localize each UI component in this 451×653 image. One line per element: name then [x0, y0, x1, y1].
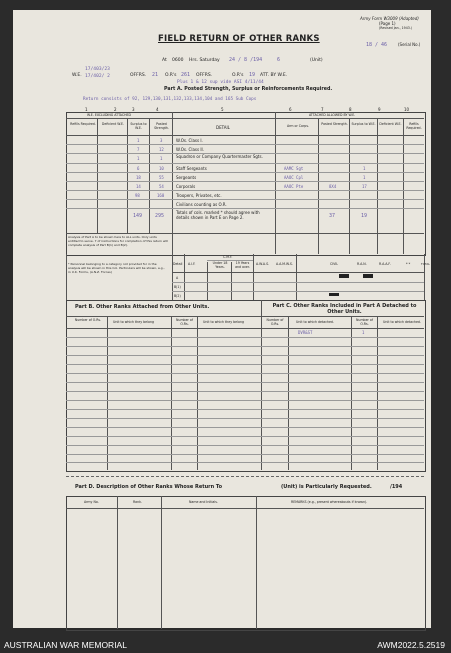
- part-c-title: Part C. Other Ranks Included in Part A Detached to Other Units.: [272, 303, 417, 315]
- offrs-label-2: OFFRS.: [196, 73, 213, 78]
- page-label: (Page 1): [379, 21, 396, 26]
- head-surplus-r: Surplus to W.E.: [351, 122, 376, 126]
- army-form-label: Army Form W3009 (Adapted): [360, 16, 419, 21]
- part-a-title: Part A. Posted Strength, Surplus or Reinforcements Required.: [164, 87, 333, 92]
- ors-label-2: O.R's: [232, 73, 244, 78]
- head-detail: DETAIL: [216, 125, 230, 130]
- offrs-value: 21: [152, 72, 159, 78]
- plus-note: Plus 1 & 12 sup vide ASI 4/11/44: [177, 80, 264, 85]
- part-c-entry-unit: DVR&ST: [298, 330, 313, 335]
- head-arm: Arm or Corps.: [286, 124, 309, 128]
- archive-footer: [0, 638, 451, 653]
- part-d-table: [66, 496, 426, 631]
- part-d-title: Part D. Description of Other Ranks Whose Return To: [75, 484, 223, 490]
- ors-value-2: 19: [249, 72, 256, 78]
- head-deficient: Deficient W.E.: [101, 122, 125, 126]
- head-refills-r: Refills Required.: [406, 122, 422, 130]
- we-excluding-head: W.E. EXCLUDING ATTACHED: [87, 113, 131, 117]
- analysis-note-2: * Personnel belonging to a category not provided for in the analysis will be shown in this Col. Particulars will be shown, e.g., in U.K. Forms, (A.N.Z. Forces): [68, 262, 165, 274]
- head-posted-r: Posted Strength.: [321, 122, 348, 126]
- date-value: 24 / 8 /194: [229, 57, 263, 63]
- ors-label: O.R's: [165, 73, 177, 78]
- serial-value: 18 / 46: [366, 42, 388, 48]
- return-note: Return consists of 92, 129,130,131,132,133,134,104 and 165 Sub Cops: [83, 97, 257, 102]
- time-value: 0600: [172, 58, 184, 63]
- form-title: FIELD RETURN OF OTHER RANKS: [158, 34, 320, 44]
- head-deficient-r: Deficient W.E.: [379, 122, 402, 126]
- analysis-detail-head: Detail: [173, 262, 183, 266]
- footer-accession: AWM2022.5.2519: [377, 640, 445, 650]
- analysis-note-1: Analysis of Part A to be shown here to ALL units. Only units entitled to serve. 7 of instructions for completion of this return will complete analysis of Part B(1) and B(2).: [68, 235, 168, 247]
- footer-credit: AUSTRALIAN WAR MEMORIAL: [4, 640, 127, 650]
- head-surplus: Surplus to W.E.: [130, 122, 147, 130]
- revised-label: (Revised Jan., 1943.): [379, 26, 413, 30]
- att-label: ATT. BY W.E.: [260, 73, 288, 78]
- at-label: At: [162, 58, 167, 63]
- head-refills: Refills Required.: [70, 122, 96, 126]
- part-b-title: Part B. Other Ranks Attached from Other Units.: [75, 304, 210, 310]
- offrs-label: OFFRS.: [130, 73, 147, 78]
- hrs-label: Hrs. Saturday: [189, 58, 220, 63]
- ors-value: 261: [181, 72, 191, 78]
- unit-label: (Unit): [310, 58, 323, 63]
- blacked-cell: [339, 274, 349, 278]
- blacked-cell: [363, 274, 373, 278]
- serial-label: (Serial No.): [398, 42, 421, 47]
- we-value: 17/403/23 17/402/ 2: [85, 67, 110, 79]
- blacked-cell: [329, 293, 339, 296]
- cmf-head: C.M.F.: [223, 255, 233, 259]
- part-d-title-end: /194: [390, 484, 403, 490]
- form-sheet: Army Form W3009 (Adapted) (Page 1) (Revised Jan., 1943.) 18 / 46 (Serial No.) FIELD RETURN OF OTHER RANKS At 0600 Hrs. Saturday 24 / 8 /194 6 (Unit) 17/403/23 17/402/ 2 W.E. OFFRS. 21 O.R's 261 OFFRS. O.R's 19 ATT. BY W.E. Plus 1 & 12 sup vide ASI 4/11/44 Part A. Posted Strength, Surplus or Reinforcements Required. Return consists of 92, 129,130,131,132,133,134,104 and 165 Sub Cops 1 2 3 4 5 6 7 8 9 10 W.E. EXCLUDING ATTACHED ATTACHED ALLOWED BY W.E. Refills Required. Deficient W.E. Surplus to W.E. Posted Strength. DETAIL Arm or Corps. Posted Strength. Surplus to W.E. Deficient W.E. Refills Required. W.Os. Class I. 1 3 W.Os. Class II. 7 12 Squadron or Company Quartermaster Sgts. 1 1 Staff Sergeants 6 10 AAMC Sgt 1 Sergeants 18 55 AAOC Cpl 1 Corporals 14 54 AAOC Pte 8X4 17 Troopers, Privates, etc. 98 160 Civilians counting as O.R. Totals of cols. marked * should agree with details shown in Part E on Page 2. 149 295 37 19 Analysis of Part A to be shown here to ALL units. Only units entitled to serve. 7 of instructions for completion of this return will complete analysis of Part B(1) and B(2). * Personnel belonging to a category not provided for in the analysis will be shown in this Col. Particulars will be shown, e.g., in U.K. Forms, (A.N.Z. Forces) Detail C.M.F. A.I.F. Under 18 Years. 19 Years and over. A.W.A.S. A.A.M.W.S. CIVIL R.A.N. R.A.A.F. * * TOTAL A B(1) B(2) Part B. Other Ranks Attached from Other Units. Part C. Other Ranks Included in Part A Detached to Other Units. Number of O.Rs. Unit to which they belong Number of O.Rs. Unit to which they belong Number of O.Rs. Unit to which detached. Number of O.Rs. Unit to which detached. DVR&ST 1 Part D. Description of Other Ranks Whose Return To (Unit) is Particularly Requested. /194 Army No. Rank. Name and Initials. REMARKS (e.g., present whereabouts if known).: [13, 10, 431, 628]
- part-d-title-mid: (Unit) is Particularly Requested.: [281, 484, 372, 490]
- attached-allowed-head: ATTACHED ALLOWED BY W.E.: [309, 113, 356, 117]
- we-label: W.E.: [72, 73, 82, 78]
- year-suffix: 6: [277, 57, 281, 63]
- head-posted: Posted Strength.: [154, 122, 169, 130]
- part-c-entry-num: 1: [362, 330, 365, 335]
